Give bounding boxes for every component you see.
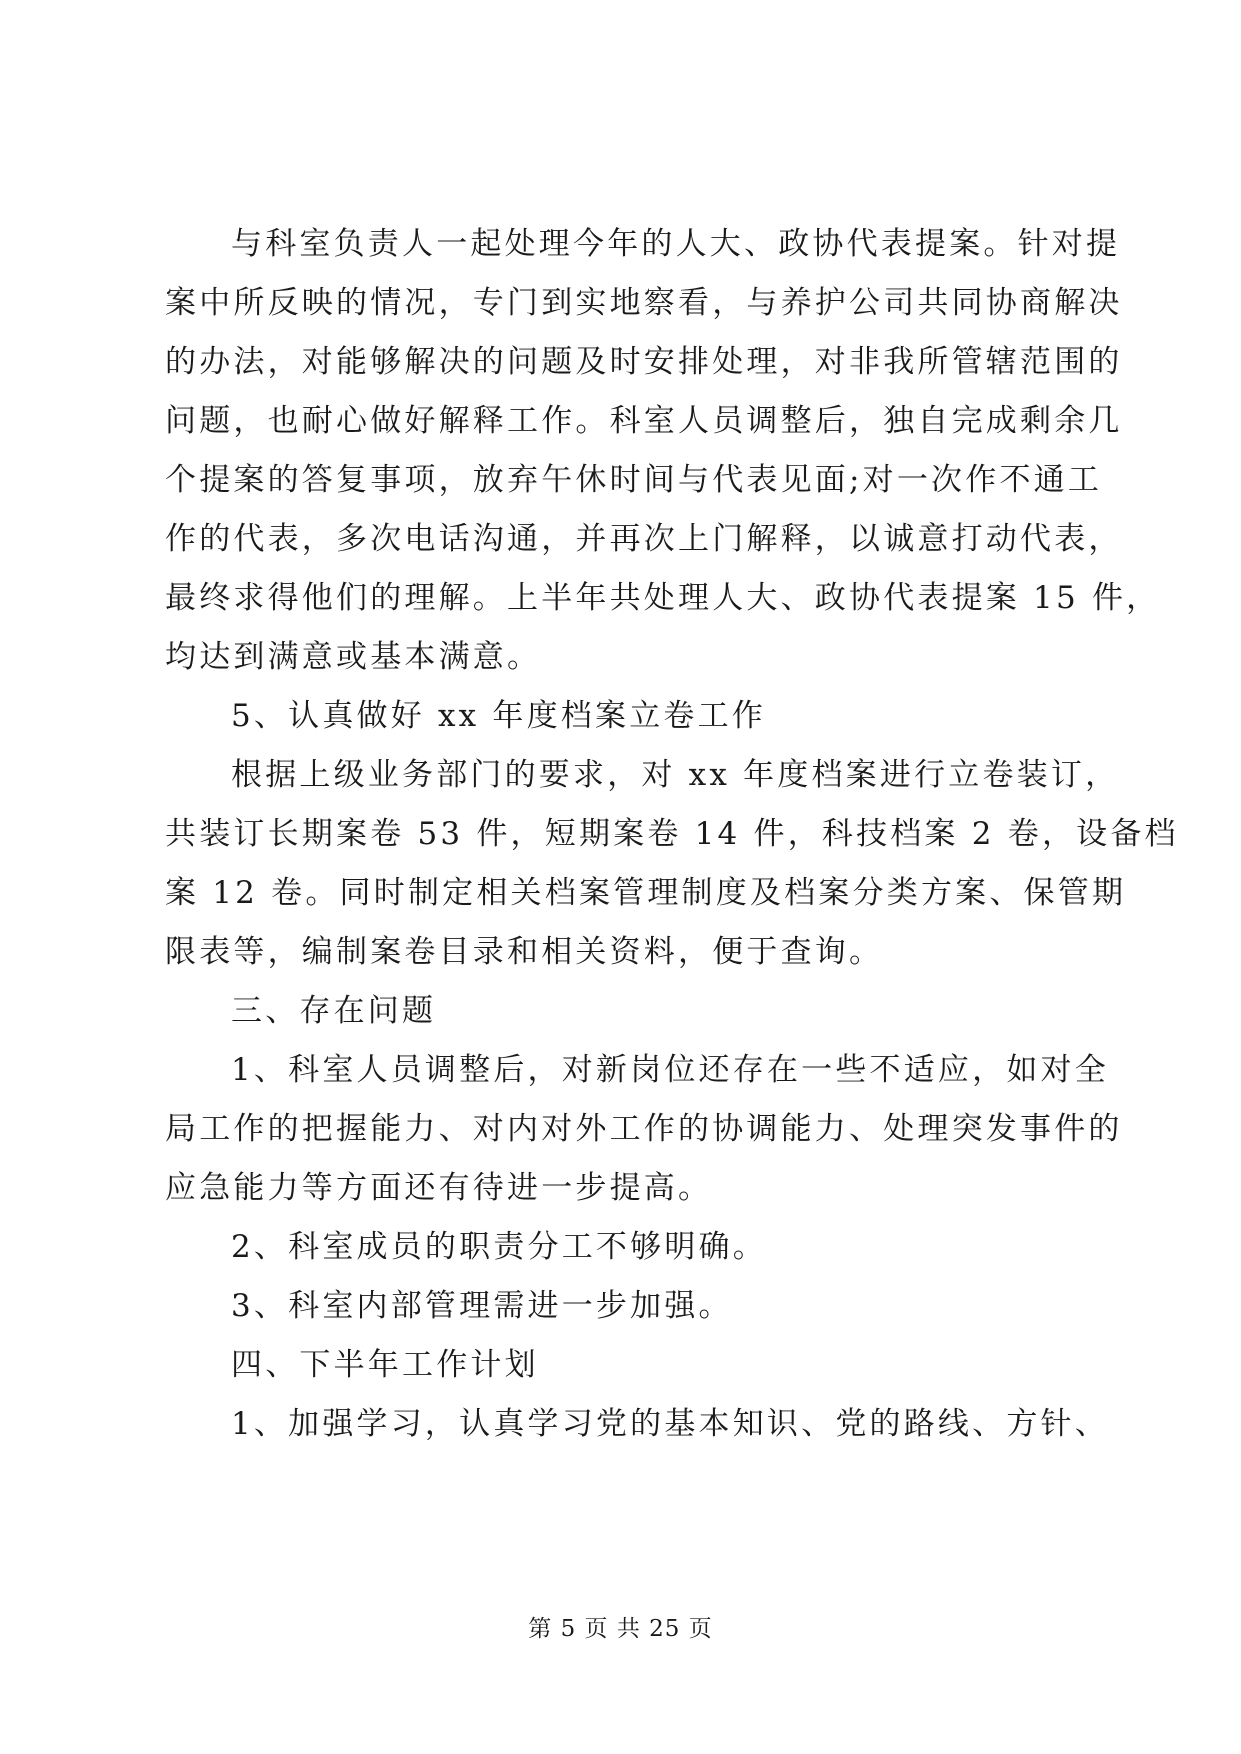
text-line: 作的代表，多次电话沟通，并再次上门解释，以诚意打动代表， bbox=[165, 521, 1123, 557]
text-line: 均达到满意或基本满意。 bbox=[165, 639, 542, 675]
section-heading: 5、认真做好 xx 年度档案立卷工作 bbox=[231, 698, 766, 734]
text-line: 案 12 卷。同时制定相关档案管理制度及档案分类方案、保管期 bbox=[165, 875, 1127, 911]
text-line: 根据上级业务部门的要求，对 xx 年度档案进行立卷装订， bbox=[231, 757, 1120, 793]
text-line: 限表等，编制案卷目录和相关资料，便于查询。 bbox=[165, 934, 884, 970]
page-footer: 第 5 页 共 25 页 bbox=[528, 1616, 713, 1642]
text-line: 2、科室成员的职责分工不够明确。 bbox=[231, 1229, 767, 1265]
text-line: 个提案的答复事项，放弃午休时间与代表见面;对一次作不通工 bbox=[165, 462, 1103, 498]
text-line: 的办法，对能够解决的问题及时安排处理，对非我所管辖范围的 bbox=[165, 344, 1123, 380]
text-line: 共装订长期案卷 53 件，短期案卷 14 件，科技档案 2 卷，设备档 bbox=[165, 816, 1179, 852]
text-line: 1、加强学习，认真学习党的基本知识、党的路线、方针、 bbox=[231, 1406, 1109, 1442]
text-line: 3、科室内部管理需进一步加强。 bbox=[231, 1288, 733, 1324]
text-line: 局工作的把握能力、对内对外工作的协调能力、处理突发事件的 bbox=[165, 1111, 1123, 1147]
text-line: 与科室负责人一起处理今年的人大、政协代表提案。针对提 bbox=[231, 226, 1121, 262]
section-heading: 三、存在问题 bbox=[231, 993, 437, 1029]
text-line: 1、科室人员调整后，对新岗位还存在一些不适应，如对全 bbox=[231, 1052, 1109, 1088]
section-heading: 四、下半年工作计划 bbox=[231, 1347, 539, 1383]
text-line: 问题，也耐心做好解释工作。科室人员调整后，独自完成剩余几 bbox=[165, 403, 1123, 439]
text-line: 案中所反映的情况，专门到实地察看，与养护公司共同协商解决 bbox=[165, 285, 1123, 321]
text-line: 最终求得他们的理解。上半年共处理人大、政协代表提案 15 件， bbox=[165, 580, 1161, 616]
text-line: 应急能力等方面还有待进一步提高。 bbox=[165, 1170, 713, 1206]
